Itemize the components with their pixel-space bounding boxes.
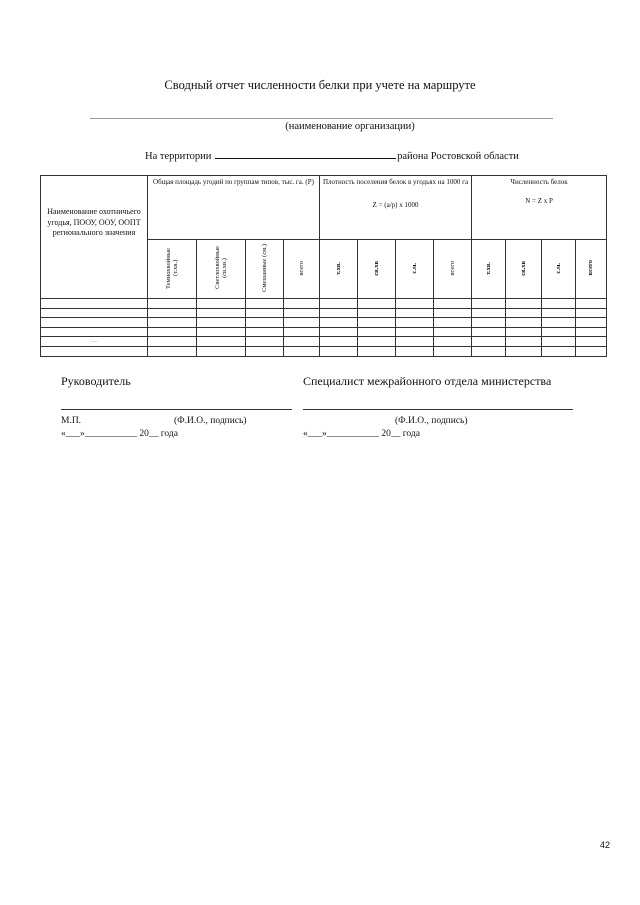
table-row [41, 346, 607, 356]
density-formula: Z = (a/p) x 1000 [372, 200, 419, 209]
ellipsis-cell: … [41, 337, 148, 347]
subheader-light-conifer-area: Светлохвойные (св.хв.) [197, 240, 246, 299]
table-row [41, 327, 607, 337]
organization-line [90, 118, 553, 119]
subheader-total-area: всего [284, 240, 320, 299]
specialist-fio-caption: (Ф.И.О., подпись) [395, 416, 468, 426]
subheader-mixed-count: с.м. [542, 240, 576, 299]
subheader-light-conifer-count: св.хв [506, 240, 542, 299]
group-header-area-title: Общая площадь угодий по группам типов, тыс. га. (Р) [153, 178, 314, 186]
subheader-mixed-density: с.м. [396, 240, 434, 299]
column-header-name: Наименование охотничьего угодья, ПООУ, ООУ, ООПТ регионального значения [41, 176, 148, 299]
territory-blank [215, 148, 396, 159]
group-header-count [472, 176, 607, 240]
specialist-date: «___»___________ 20__ года [303, 429, 420, 439]
group-header-area [148, 176, 320, 240]
supervisor-fio-caption: (Ф.И.О., подпись) [174, 416, 247, 426]
table-row [41, 318, 607, 328]
report-title: Сводный отчет численности белки при учете на маршруте [164, 78, 476, 92]
table-row [41, 337, 607, 347]
territory-suffix: района Ростовской области [397, 151, 519, 162]
group-header-density [320, 176, 472, 240]
subheader-total-count: всего [576, 240, 607, 299]
subheader-dark-conifer-count: т.хв. [472, 240, 506, 299]
count-formula: N = Z x P [525, 196, 553, 205]
table-row [41, 299, 607, 309]
stamp-label: М.П. [61, 416, 82, 426]
group-header-count-title: Численность белок [510, 178, 568, 186]
page-number: 42 [599, 840, 610, 850]
territory-line [145, 148, 519, 162]
subheader-dark-conifer-density: т.хв. [320, 240, 358, 299]
specialist-signature-line [303, 409, 573, 410]
territory-prefix: На территории [145, 151, 212, 162]
subheader-dark-conifer-area: Темнохвойные (т.хв.) [148, 240, 197, 299]
specialist-label: Специалист межрайонного отдела министерства [303, 374, 552, 388]
supervisor-date: «___»___________ 20__ года [61, 429, 178, 439]
subheader-total-density: всего [434, 240, 472, 299]
subheader-light-conifer-density: св.хв [358, 240, 396, 299]
organization-caption: (наименование организации) [285, 121, 415, 132]
supervisor-label: Руководитель [61, 374, 131, 388]
supervisor-signature-line [61, 409, 292, 410]
subheader-mixed-area: Смешанные (см.) [246, 240, 284, 299]
table-row [41, 308, 607, 318]
group-header-density-title: Плотность поселения белок в угодьях на 1000 га [322, 178, 469, 186]
report-table [40, 175, 607, 357]
